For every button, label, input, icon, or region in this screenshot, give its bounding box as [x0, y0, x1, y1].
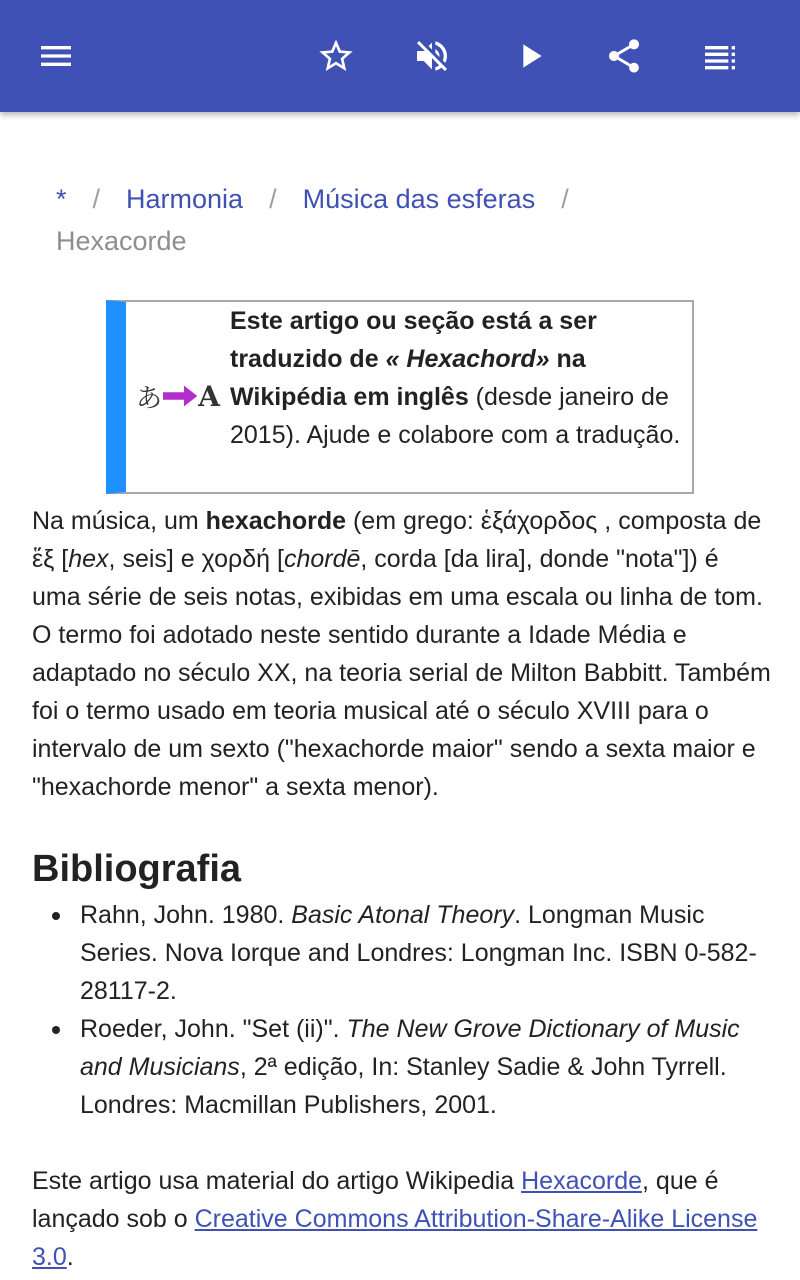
intro-text: , seis] e χορδή [ [108, 545, 284, 573]
intro-italic: chordē [283, 545, 361, 573]
translation-notice-box [106, 300, 694, 494]
ref-title: Basic Atonal Theory [291, 901, 515, 929]
translation-icon [136, 378, 220, 414]
ref-text: Rahn, John. 1980. [80, 901, 292, 929]
license-text: Este artigo usa material do artigo Wikipedia [32, 1167, 522, 1195]
cc-license-link[interactable]: Creative Commons Attribution-Share-Alike License 3.0 [32, 1205, 758, 1271]
bibliography-list [32, 896, 772, 1124]
bullet-icon [52, 1026, 60, 1034]
license-text: , que é lançado sob o [32, 1167, 719, 1233]
notice-normal-text: (desde janeiro de 2015). Ajude e colabore com a tradução. [230, 383, 681, 449]
share-icon[interactable] [596, 28, 652, 84]
volume-off-icon[interactable] [404, 28, 460, 84]
breadcrumb-current: Hexacorde [56, 226, 187, 256]
playlist-icon[interactable] [692, 28, 748, 84]
ref-title: The New Grove Dictionary of Music and Musicians [80, 1015, 740, 1081]
ref-text: Roeder, John. "Set (ii)". [80, 1015, 347, 1043]
breadcrumb-separator: / [92, 184, 101, 214]
notice-bold-text: na Wikipédia em inglês [230, 345, 586, 411]
breadcrumb-musica-esferas-link[interactable]: Música das esferas [302, 184, 536, 214]
arrow-right-icon [163, 385, 197, 407]
list-item [32, 1010, 772, 1124]
list-item [32, 896, 772, 1010]
play-icon[interactable] [502, 28, 558, 84]
bibliography-heading: Bibliografia [32, 848, 242, 890]
star-outline-icon[interactable] [308, 28, 364, 84]
translation-icon-target-glyph: A [198, 379, 220, 413]
bullet-icon [52, 912, 60, 920]
app-toolbar [0, 0, 800, 112]
ref-text: , 2ª edição, In: Stanley Sadie & John Tyrrell. Londres: Macmillan Publishers, 2001. [80, 1053, 727, 1119]
notice-source-title: « Hexachord» [385, 345, 550, 373]
breadcrumb-root-link[interactable]: * [56, 184, 67, 214]
breadcrumb [56, 178, 756, 262]
notice-bold-text: Este artigo ou seção está a ser traduzido de [230, 307, 597, 373]
breadcrumb-separator: / [561, 184, 569, 214]
intro-text: (em grego: ἑξάχορδος , composta de ἕξ [ [32, 507, 762, 573]
translation-icon-source-glyph: あ [136, 383, 163, 414]
intro-italic: hex [68, 545, 109, 573]
translation-notice-text [230, 302, 692, 454]
intro-text: , corda [da lira], donde "nota"]) é uma série de seis notas, exibidas em uma escala ou linha de tom. O termo foi adotado neste sentido durante a Idade Média e adaptado no século XX, na teoria serial de Milton Babbitt. Também foi o termo usado em teoria musical até o século XVIII para o intervalo de um sexto ("hexachorde maior" sendo a sexta maior e "hexachorde menor" a sexta menor). [32, 545, 771, 801]
license-text: . [66, 1243, 74, 1271]
wikipedia-article-link[interactable]: Hexacorde [521, 1167, 643, 1195]
breadcrumb-harmonia-link[interactable]: Harmonia [126, 184, 244, 214]
intro-paragraph [32, 502, 772, 806]
intro-term: hexachorde [205, 507, 347, 535]
breadcrumb-separator: / [269, 184, 277, 214]
ref-text: . Longman Music Series. Nova Iorque and Londres: Longman Inc. ISBN 0-582-28117-2. [80, 901, 757, 1005]
intro-text: Na música, um [32, 507, 206, 535]
hamburger-menu-icon[interactable] [28, 28, 84, 84]
license-paragraph [32, 1162, 772, 1276]
